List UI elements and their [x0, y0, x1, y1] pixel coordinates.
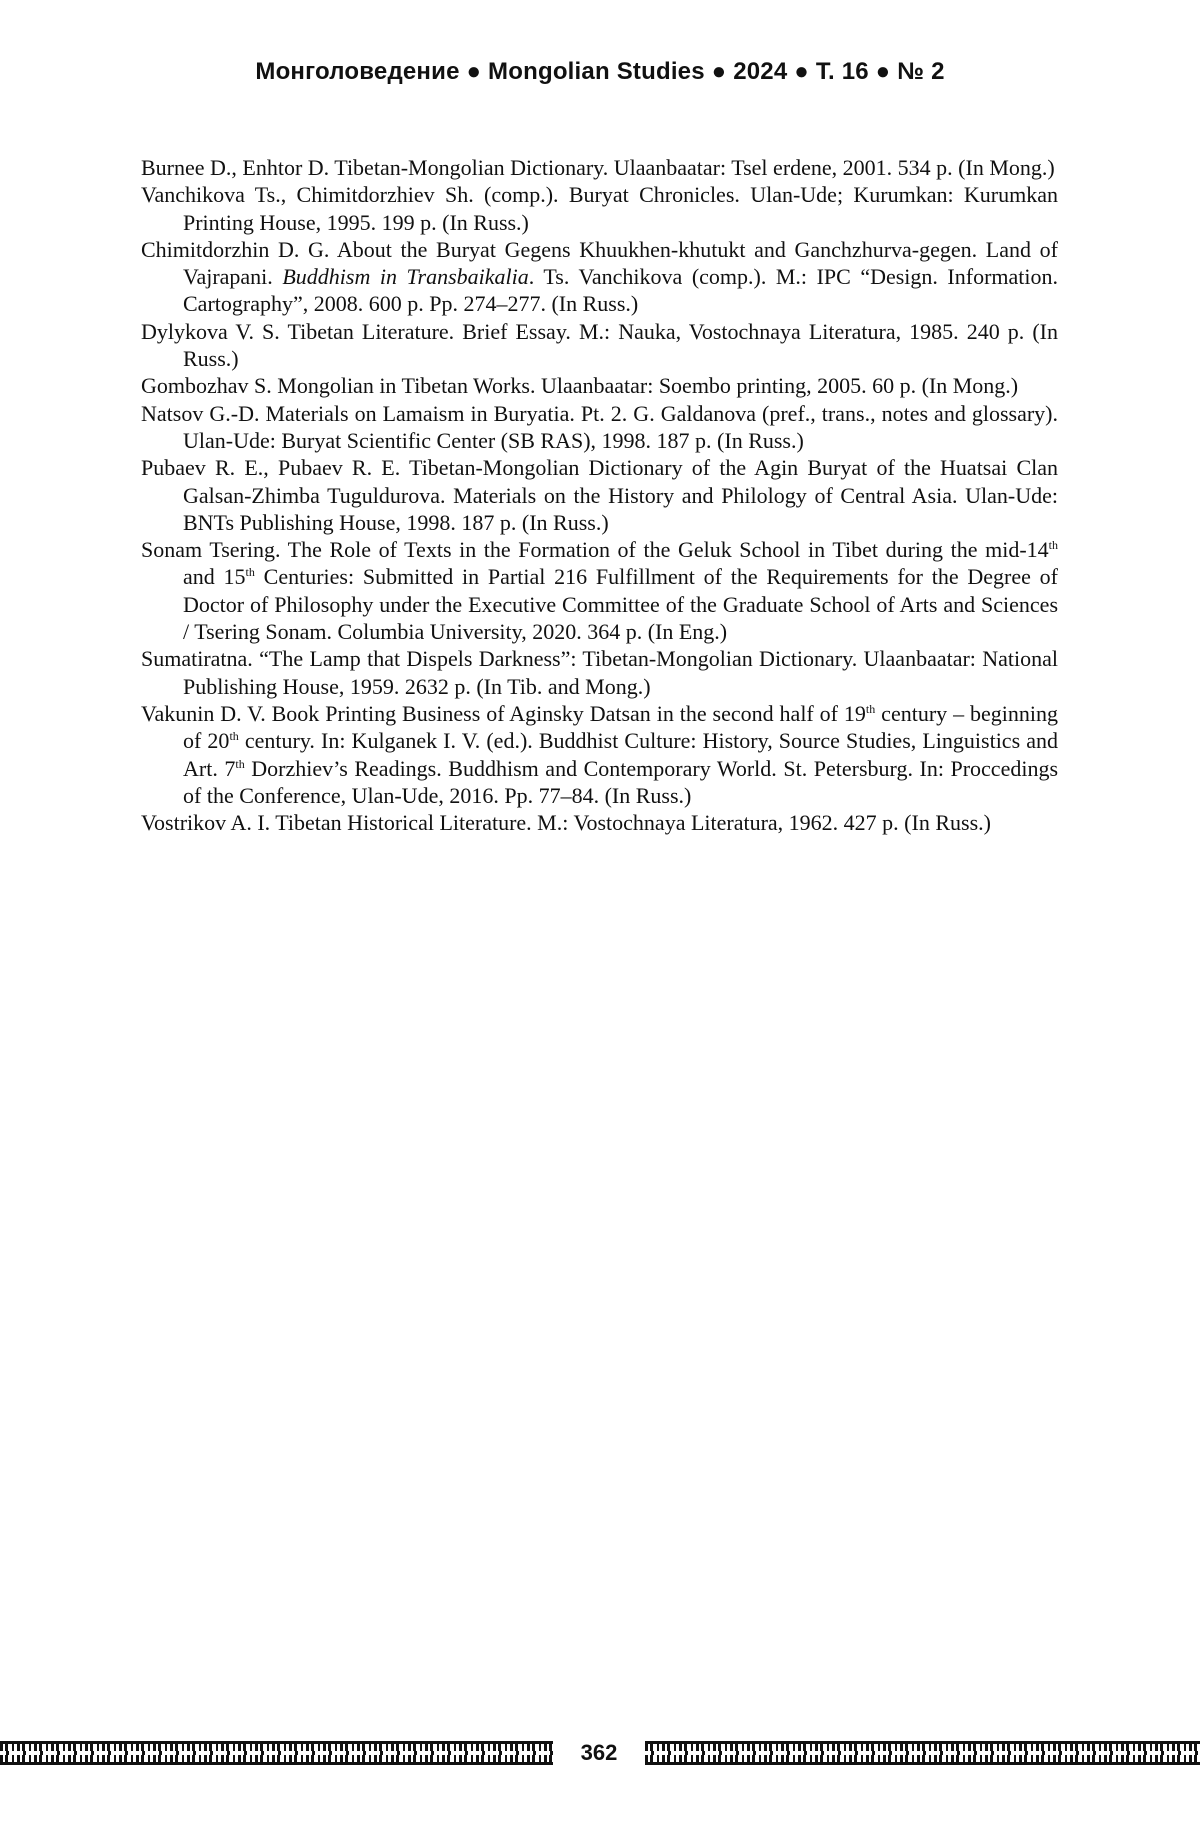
page-number: 362: [580, 1740, 618, 1765]
reference-italic-title: Buddhism in Transbaikalia: [282, 264, 529, 290]
page-footer: [0, 1741, 1200, 1765]
reference-item: Burnee D., Enhtor D. Tibetan-Mongolian Dictionary. Ulaanbaatar: Tsel erdene, 2001. 534 p. (In Mong.): [141, 155, 1055, 180]
reference-text: . Ts. Vanchikova (comp.). M.: IPC “Design. Information. Cartography”, 2008. 600 p. Pp. 274–277. (In Russ.): [183, 264, 1059, 317]
reference-text: Centuries: Submitted in Partial 216 Fulfillment of the Requirements for the Degree of Doctor of Philosophy under the Executive Committee of the Graduate School of Arts and Sciences / Tsering Sonam. Columbia University, 2020. 364 p. (In Eng.): [183, 564, 1058, 645]
reference-item: Natsov G.-D. Materials on Lamaism in Buryatia. Pt. 2. G. Galdanova (pref., trans., notes and glossary). Ulan-Ude: Buryat Scientific Center (SB RAS), 1998. 187 p. (In Russ.): [141, 400, 1058, 453]
reference-item: [141, 236, 1058, 318]
superscript: th: [865, 701, 876, 716]
superscript: th: [1048, 538, 1058, 553]
superscript: th: [245, 565, 255, 580]
reference-text: Sonam Tsering. The Role of Texts in the Formation of the Geluk School in Tibet during the mid-14: [141, 537, 1049, 563]
superscript: th: [229, 729, 239, 744]
reference-list: [141, 154, 1058, 836]
superscript: th: [235, 756, 245, 771]
ornament-border-left: [0, 1741, 553, 1765]
reference-item: Dylykova V. S. Tibetan Literature. Brief Essay. M.: Nauka, Vostochnaya Literatura, 1985. 240 p. (In Russ.): [141, 318, 1058, 372]
reference-item: Vostrikov A. I. Tibetan Historical Literature. M.: Vostochnaya Literatura, 1962. 427 p. (In Russ.): [141, 810, 991, 836]
reference-text: and 15: [183, 564, 246, 590]
reference-text: Chimitdorzhin D. G. About the Buryat Gegens Khuukhen-khutukt and Ganchzhurva-gegen. Land of Vajrapani.: [141, 236, 1058, 290]
reference-item: [141, 536, 1058, 645]
reference-item: Pubaev R. E., Pubaev R. E. Tibetan-Mongolian Dictionary of the Agin Buryat of the Huatsai Clan Galsan-Zhimba Tuguldurova. Materials on the History and Philology of Central Asia. Ulan-Ude: BNTs Publishing House, 1998. 187 p. (In Russ.): [141, 455, 1058, 535]
reference-text: Dorzhiev’s Readings. Buddhism and Contemporary World. St. Petersburg. In: Proccedings of the Conference, Ulan-Ude, 2016. Pp. 77–84. (In Russ.): [183, 755, 1059, 808]
running-head: Монголоведение ● Mongolian Studies ● 2024 ● Т. 16 ● № 2: [255, 58, 945, 85]
reference-item: Vanchikova Ts., Chimitdorzhiev Sh. (comp.). Buryat Chronicles. Ulan-Ude; Kurumkan: Kurumkan Printing House, 1995. 199 p. (In Russ.): [141, 182, 1058, 235]
reference-text: century. In: Kulganek I. V. (ed.). Buddhist Culture: History, Source Studies, Linguistics and Art. 7: [183, 728, 1058, 781]
reference-item: Gombozhav S. Mongolian in Tibetan Works. Ulaanbaatar: Soembo printing, 2005. 60 p. (In Mong.): [141, 373, 1019, 399]
ornament-border-right: [645, 1741, 1200, 1765]
reference-item: Sumatiratna. “The Lamp that Dispels Darkness”: Tibetan-Mongolian Dictionary. Ulaanbaatar: National Publishing House, 1959. 2632 p. (In Tib. and Mong.): [141, 646, 1058, 699]
reference-item: [141, 700, 1058, 809]
reference-text: Vakunin D. V. Book Printing Business of Aginsky Datsan in the second half of 19: [141, 700, 866, 726]
reference-text: century – beginning of 20: [183, 700, 1058, 754]
